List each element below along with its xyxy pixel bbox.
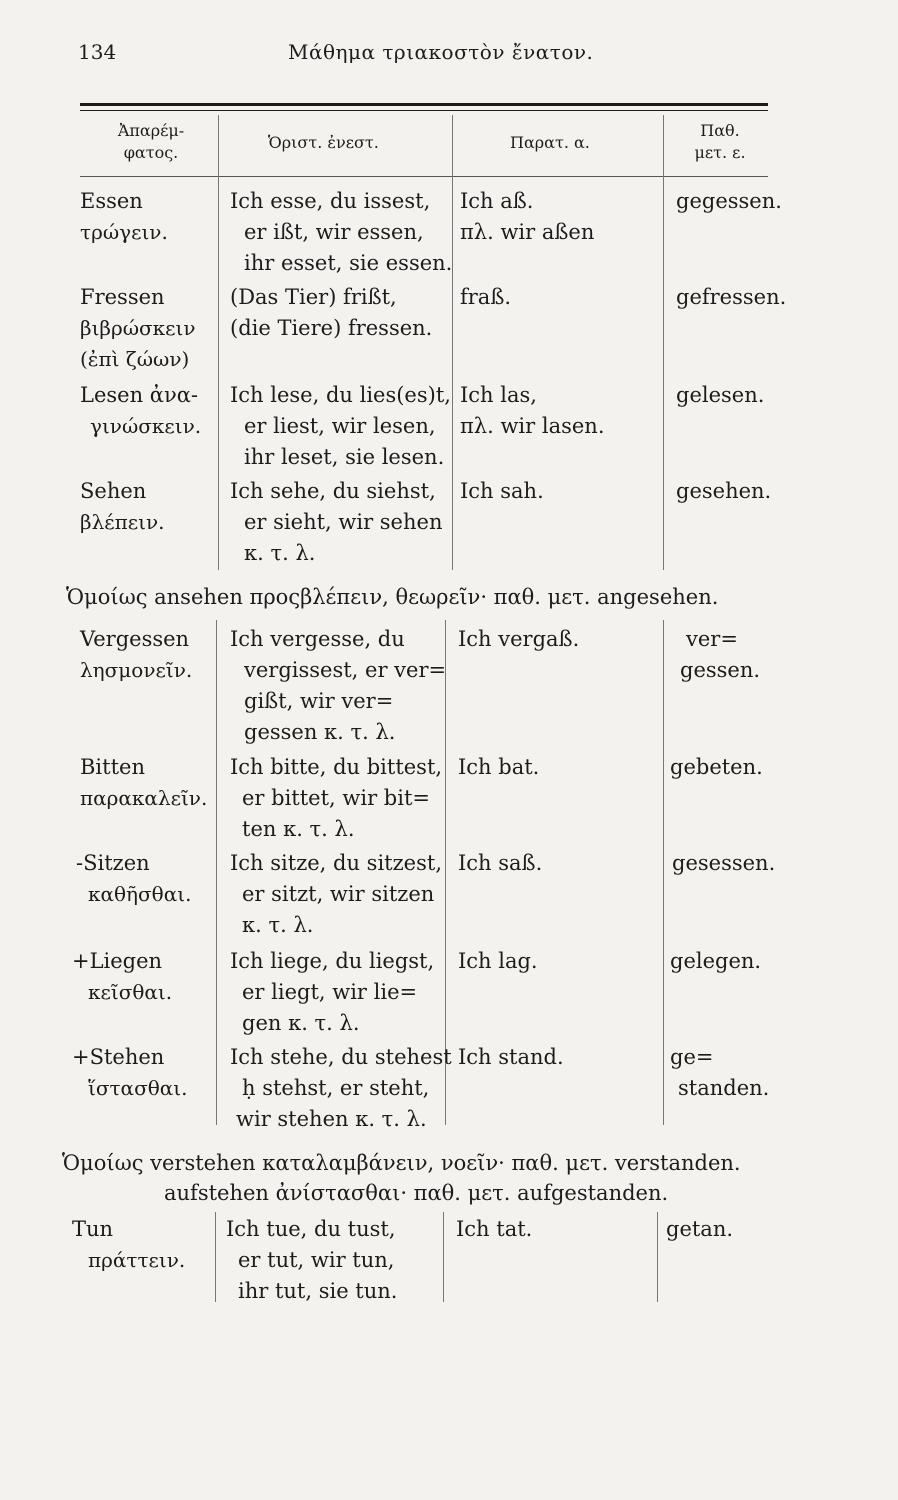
row-lesen-preterite [460,380,605,442]
present-line: Ich vergesse, du [230,627,405,651]
verb-name: -Sitzen [76,851,150,875]
row-tun-participle [666,1214,733,1245]
row-liegen-present [230,946,434,1039]
verb-name: Essen [80,189,143,213]
row-vergessen-infinitive [80,624,192,686]
row-sehen-infinitive [80,476,164,538]
participle-line: getan. [666,1217,734,1241]
verb-translation: λησμονεῖν. [80,658,193,682]
note-verstehen: Ὁμοίως verstehen καταλαμβάνειν, νοεῖν· παθ. μετ. verstanden. [62,1151,741,1175]
present-line: er liegt, wir lie= [242,980,418,1004]
column-header-line: Παθ. [700,121,740,140]
verb-name: +Liegen [72,949,163,973]
participle-line: ge= [670,1045,714,1069]
present-line: (die Tiere) fressen. [230,316,433,340]
participle-line: gebeten. [670,755,763,779]
column-header-line: μετ. ε. [694,143,746,162]
verb-name: Lesen ἀνα- [80,383,199,407]
column-divider [216,620,217,1125]
row-vergessen-preterite [458,624,579,655]
row-vergessen-participle [680,624,760,686]
verb-name: Sehen [80,479,147,503]
verb-name: Fressen [80,285,165,309]
column-header-rule [80,176,768,177]
row-fressen-infinitive [80,282,196,375]
participle-line: gegessen. [676,189,782,213]
present-line: Ich esse, du issest, [230,189,431,213]
row-essen-present [230,186,452,279]
verb-name: +Stehen [72,1045,165,1069]
present-line: Ich liege, du liegst, [230,949,435,973]
verb-translation: γινώσκειν. [90,414,202,438]
running-title: Μάθημα τριακοστὸν ἔνατον. [288,40,594,64]
participle-line: gessen. [680,658,761,682]
preterite-line: Ich sah. [460,479,544,503]
row-sitzen-present [230,848,442,941]
participle-line: gelesen. [676,383,765,407]
present-line: κ. τ. λ. [244,541,316,565]
header-rule-thin [80,110,768,111]
verb-translation: καθῆσθαι. [88,882,192,906]
column-header-line: Ἀπαρέμ- [117,121,185,140]
present-line: ihr leset, sie lesen. [244,445,445,469]
row-fressen-present [230,282,432,344]
row-sehen-participle [676,476,771,507]
present-line: vergissest, er ver= [244,658,447,682]
present-line: wir stehen κ. τ. λ. [236,1107,427,1131]
verb-translation: βλέπειν. [80,510,165,534]
column-divider [452,115,453,570]
preterite-line: Ich tat. [456,1217,533,1241]
present-line: ihr tut, sie tun. [238,1279,398,1303]
column-divider [443,1212,444,1302]
verb-translation: βιβρώσκειν [80,316,196,340]
verb-name: Bitten [80,755,145,779]
verb-translation: ἵστασθαι. [88,1076,188,1100]
present-line: (Das Tier) frißt, [230,285,397,309]
column-header-line: φατος. [123,143,179,162]
present-line: Ich tue, du tust, [226,1217,396,1241]
column-divider [663,115,664,570]
present-line: gen κ. τ. λ. [242,1011,360,1035]
row-essen-infinitive [80,186,168,248]
row-lesen-participle [676,380,764,411]
preterite-line: Ich stand. [458,1045,564,1069]
verb-translation: τρώγειν. [80,220,168,244]
present-line: Ich sitze, du sitzest, [230,851,442,875]
row-bitten-infinitive [80,752,207,814]
row-stehen-preterite [458,1042,564,1073]
row-bitten-present [230,752,442,845]
preterite-line: Ich vergaß. [458,627,580,651]
row-essen-participle [676,186,782,217]
present-line: Ich sehe, du siehst, [230,479,436,503]
column-header-infinitive [96,120,206,164]
participle-line: gefressen. [676,285,787,309]
present-line: ihr esset, sie essen. [244,251,453,275]
page-header [78,40,768,70]
preterite-line: Ich las, [460,383,537,407]
row-tun-present [226,1214,397,1307]
participle-line: gesehen. [676,479,772,503]
participle-line: standen. [678,1076,770,1100]
present-line: er bittet, wir bit= [242,786,430,810]
participle-line: ver= [686,627,738,651]
preterite-line: πλ. wir lasen. [460,414,605,438]
preterite-line: Ich aß. [460,189,534,213]
row-vergessen-present [230,624,446,748]
present-line: κ. τ. λ. [242,913,314,937]
present-line: er liest, wir lesen, [244,414,436,438]
verb-name: Vergessen [80,627,190,651]
row-sitzen-preterite [458,848,542,879]
row-sehen-preterite [460,476,544,507]
row-liegen-infinitive [72,946,172,1008]
row-stehen-present [230,1042,452,1135]
verb-translation: κεῖσθαι. [88,980,173,1004]
preterite-line: Ich saß. [458,851,543,875]
present-line: er ißt, wir essen, [244,220,424,244]
participle-line: gesessen. [672,851,776,875]
preterite-line: πλ. wir aßen [460,220,595,244]
column-header-participle [680,120,760,164]
row-sehen-present [230,476,442,569]
row-stehen-infinitive [72,1042,187,1104]
preterite-line: Ich bat. [458,755,540,779]
note-aufstehen: aufstehen ἀνίστασθαι· παθ. μετ. aufgestanden. [164,1181,669,1205]
column-divider [215,1212,216,1302]
present-line: ḥ stehst, er steht, [242,1076,430,1100]
verb-translation: πράττειν. [88,1248,186,1272]
verb-name: Tun [72,1217,114,1241]
row-lesen-present [230,380,451,473]
row-tun-preterite [456,1214,532,1245]
column-divider [218,115,219,570]
preterite-line: Ich lag. [458,949,538,973]
present-line: er sieht, wir sehen [244,510,443,534]
row-essen-preterite [460,186,594,248]
row-sitzen-infinitive [76,848,191,910]
participle-line: gelegen. [670,949,762,973]
verb-translation: παρακαλεῖν. [80,786,208,810]
present-line: Ich lese, du lies(es)t, [230,383,451,407]
row-liegen-preterite [458,946,538,977]
row-bitten-preterite [458,752,539,783]
present-line: Ich stehe, du stehest [230,1045,452,1069]
header-rule-thick [80,103,768,106]
column-divider [657,1212,658,1302]
column-header-present: Ὁριστ. ἐνεστ. [268,133,379,152]
preterite-line: fraß. [460,285,512,309]
verb-translation: (ἐπὶ ζώων) [80,347,190,371]
page-number: 134 [78,40,117,64]
present-line: er tut, wir tun, [238,1248,395,1272]
present-line: ten κ. τ. λ. [242,817,355,841]
row-stehen-participle [670,1042,769,1104]
row-sitzen-participle [672,848,775,879]
row-lesen-infinitive [80,380,201,442]
row-bitten-participle [670,752,763,783]
present-line: er sitzt, wir sitzen [242,882,435,906]
present-line: Ich bitte, du bittest, [230,755,443,779]
note-ansehen: Ὁμοίως ansehen προςβλέπειν, θεωρεῖν· παθ. μετ. angesehen. [66,585,719,609]
column-divider [663,620,664,1125]
row-tun-infinitive [72,1214,185,1276]
row-liegen-participle [670,946,761,977]
column-header-preterite: Παρατ. α. [510,133,590,152]
present-line: gißt, wir ver= [244,689,394,713]
row-fressen-preterite [460,282,511,313]
row-fressen-participle [676,282,786,313]
present-line: gessen κ. τ. λ. [244,720,396,744]
